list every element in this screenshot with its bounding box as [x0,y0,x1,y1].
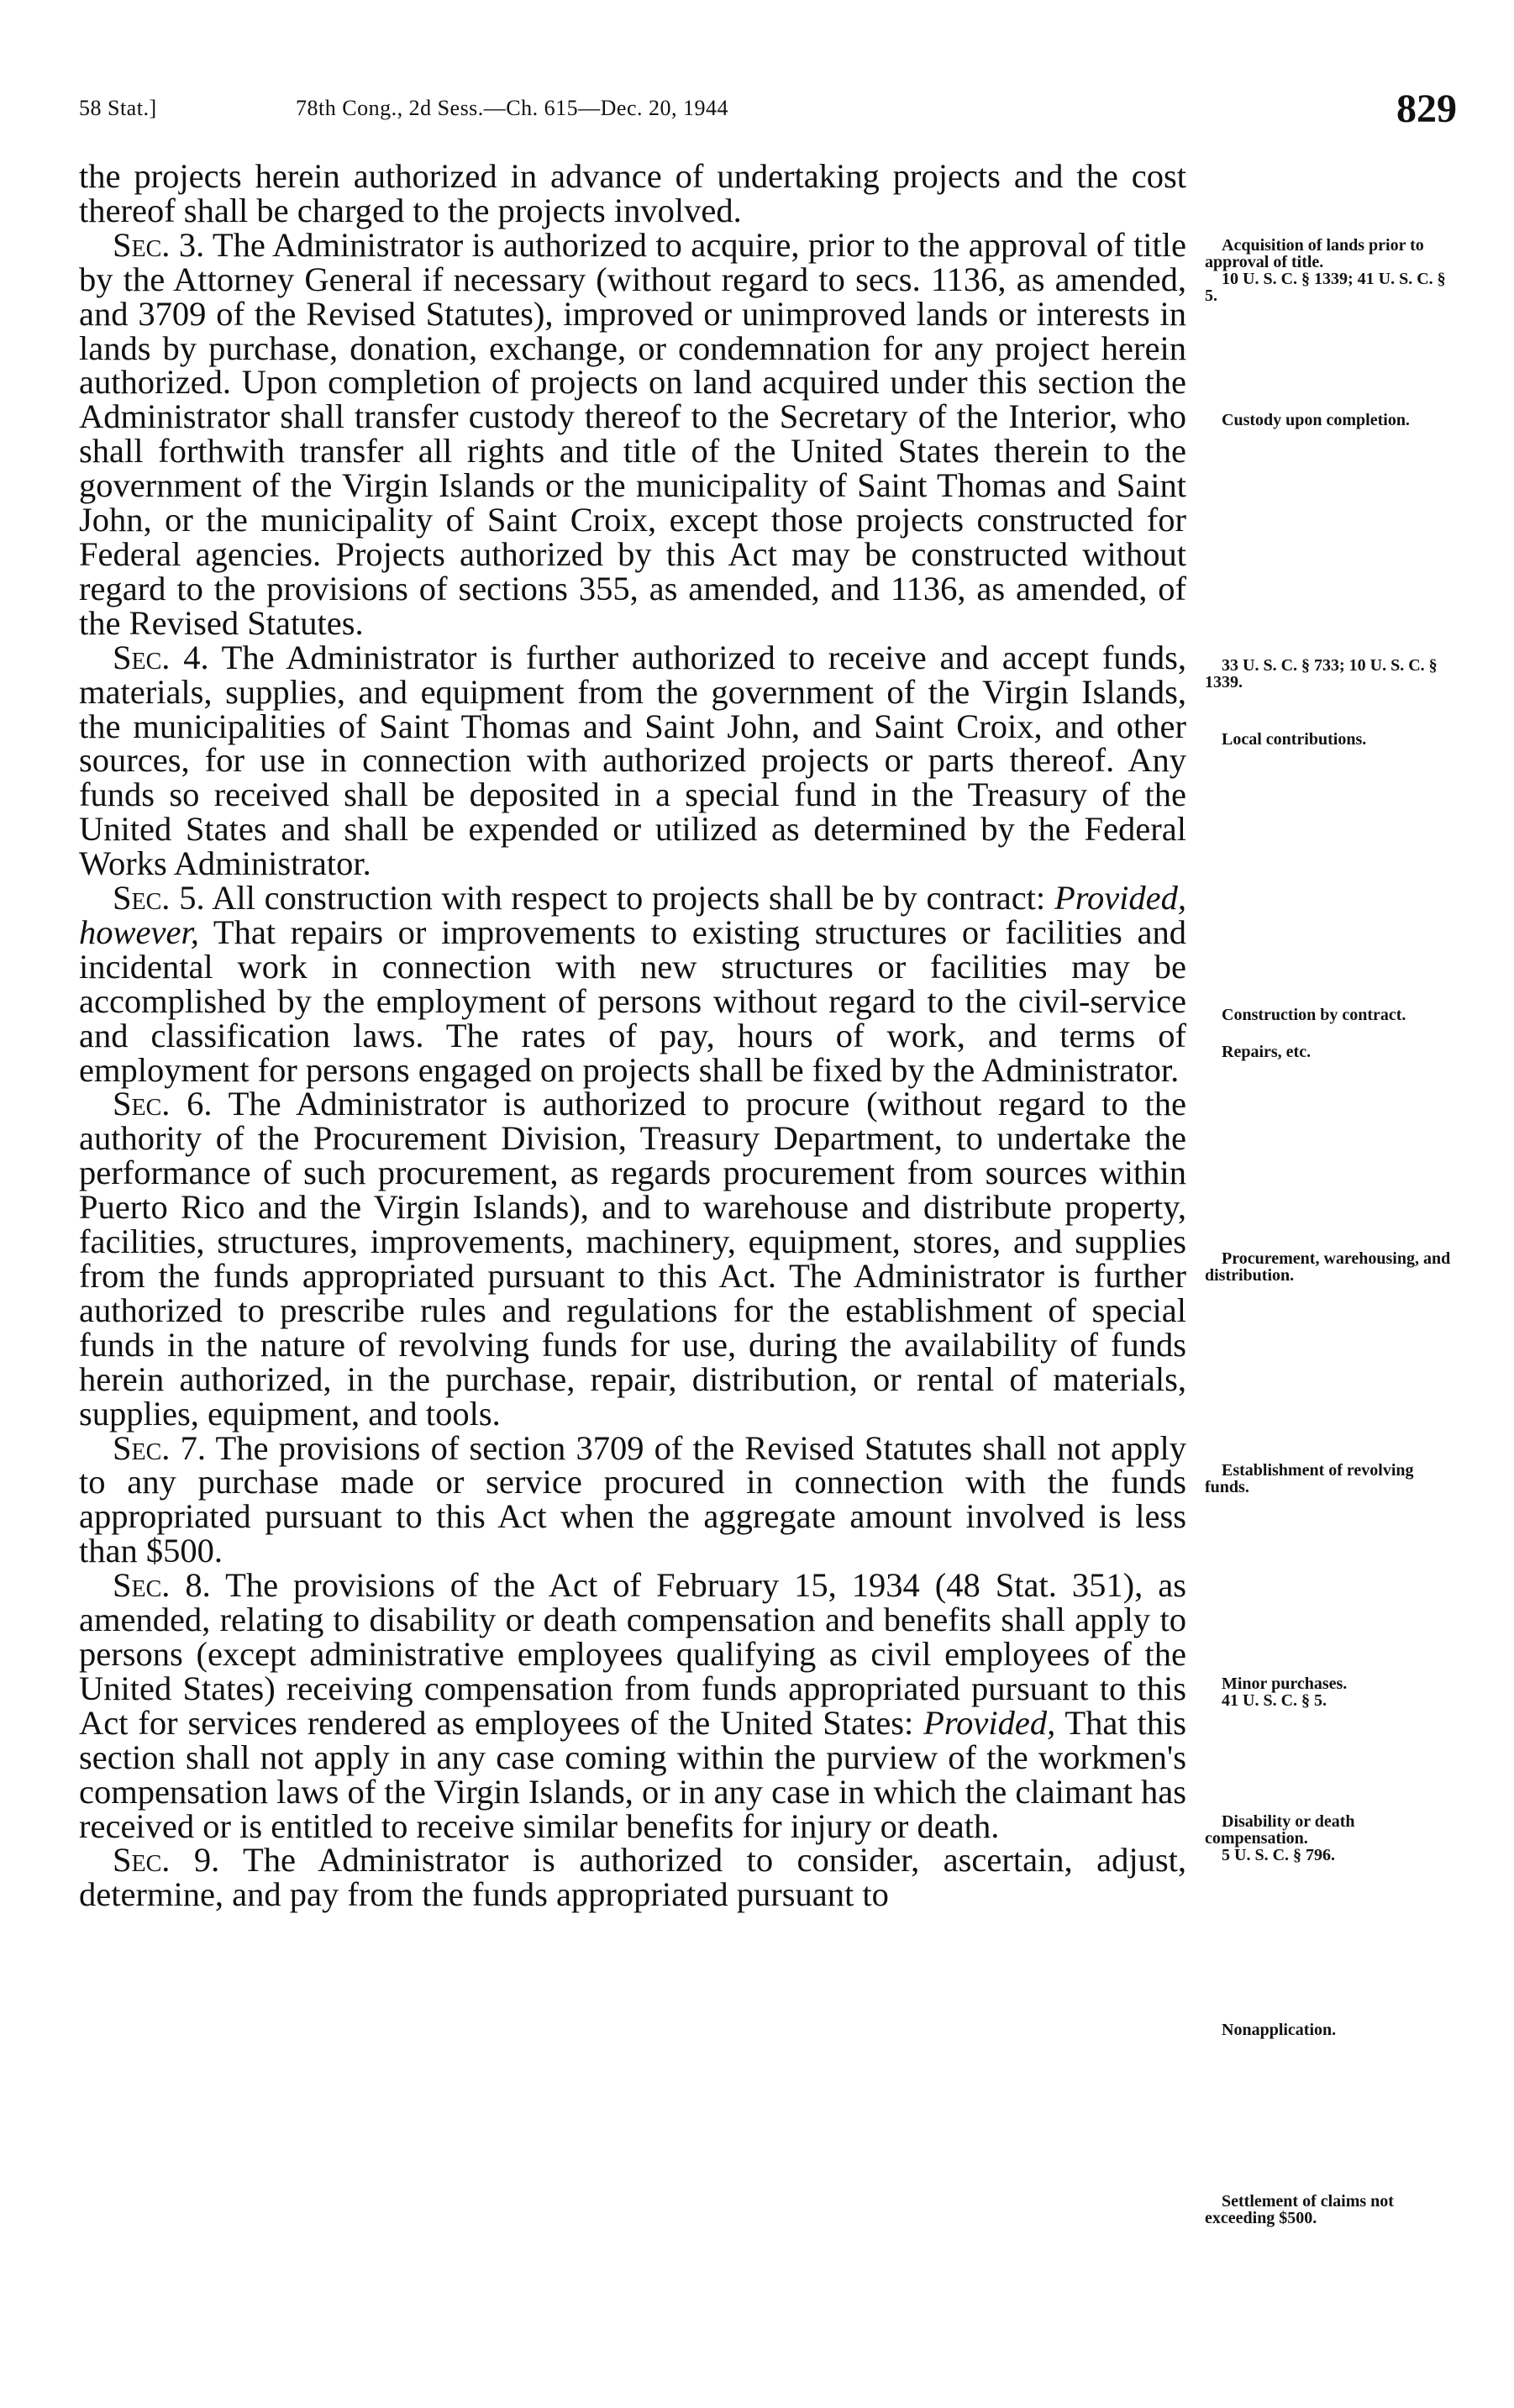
section-label: Sec. 6. [113,1085,213,1123]
section-label: Sec. 3. [113,225,205,264]
margin-note-custody: Custody upon completion. [1222,411,1410,429]
margin-note-nonapplication: Nonapplication. [1222,2021,1337,2039]
margin-note-settlement: Settlement of claims not exceeding $500. [1205,2192,1394,2227]
paragraph-text: The Administrator is authorized to consider, ascertain, adjust, determine, and pay from the funds appropriated pursuant to [79,1841,1186,1914]
paragraph-text: The provisions of section 3709 of the Revised Statutes shall not apply to any purchase made or service procured in connection with the funds appropriated pursuant to this Act when the aggregate amount involved is less than $500. [79,1428,1186,1570]
paragraph-text: the projects herein authorized in advance of undertaking projects and the cost thereof shall be charged to the projects involved. [79,157,1186,229]
paragraph-continued [79,157,1186,229]
proviso-italic: Provided, however, [79,879,1187,951]
margin-note-repairs: Repairs, etc. [1222,1043,1312,1061]
volume-reference: 58 Stat.] [79,96,157,120]
paragraph-text: The Administrator is further authorized to receive and accept funds, materials, supplies, and equipment from the government of the Virgin Islands, the municipalities of Saint Thomas and Saint John, and Saint Croix, and other sources, for use in connection with authorized projects or parts thereof. Any funds so received shall be deposited in a special fund in the Treasury of the United States and shall be expended or utilized as determined by the Federal Works Administrator. [79,638,1186,883]
section-label: Sec. 8. [113,1566,211,1605]
paragraph-text: That this section shall not apply in any case coming within the purview of the workmen's compensation laws of the Virgin Islands, or in any case in which the claimant has received or is entitled to receive similar benefits for injury or death. [79,1703,1187,1845]
margin-note-local-contributions: Local contributions. [1222,730,1367,749]
paragraph-text: That repairs or improvements to existing structures or facilities and incidental work in connection with new structures or facilities may be accomplished by the employment of persons without regard to the civil-service and classification laws. The rates of pay, hours of work, and terms of employment for persons engaged on projects shall be fixed by the Administrator. [79,912,1186,1089]
page-header [79,87,1457,145]
margin-note-construction: Construction by contract. [1222,1006,1406,1024]
section-7 [79,1428,1186,1570]
paragraph-text: The Administrator is authorized to acquire, prior to the approval of title by the Attorney General if necessary (without regard to secs. 1136, as amended, and 3709 of the Revised Statutes), improved or unimproved lands or interests in lands by purchase, donation, exchange, or condemnation for any project herein authorized. Upon completion of projects on land acquired under this section the Administrator shall transfer custody thereof to the Secretary of the Interior, who shall forthwith transfer all rights and title of the United States therein to the government of the Virgin Islands or the municipality of Saint Thomas and Saint John, or the municipality of Saint Croix, except those projects constructed for Federal agencies. Projects authorized by this Act may be constructed without regard to the provisions of sections 355, as amended, and 1136, as amended, of the Revised Statutes. [79,225,1186,642]
statute-text [79,157,1187,1914]
section-label: Sec. 9. [113,1841,220,1880]
paragraph-text: The Administrator is authorized to procure (without regard to the authority of the Procurement Division, Treasury Department, to undertake the performance of such procurement, as regards procurement from sources within Puerto Rico and the Virgin Islands), and to warehouse and distribute property, facilities, structures, improvements, machinery, equipment, stores, and supplies from the funds appropriated pursuant to this Act. The Administrator is further authorized to prescribe rules and regulations for the establishment of special funds in the nature of revolving funds for use, during the availability of funds herein authorized, in the purchase, repair, distribution, or rental of materials, supplies, equipment, and tools. [79,1085,1186,1433]
section-3 [79,225,1186,642]
section-label: Sec. 7. [113,1428,207,1467]
section-9 [79,1843,1186,1912]
section-4 [79,638,1186,883]
section-label: Sec. 4. [113,638,209,676]
margin-note-disability: Disability or death compensation. 5 U. S. C. § 796. [1205,1812,1355,1864]
proviso-italic: Provided, [923,1703,1056,1742]
section-5 [79,881,1186,1087]
paragraph-text: All construction with respect to projects shall be by contract: [212,879,1046,917]
session-citation: 78th Cong., 2d Sess.—Ch. 615—Dec. 20, 1944 [296,96,728,120]
margin-note-citation: 33 U. S. C. § 733; 10 U. S. C. § 1339. [1205,656,1438,691]
section-8 [79,1566,1187,1845]
margin-note-minor-purchases: Minor purchases. 41 U. S. C. § 5. [1222,1675,1348,1710]
paragraph-text: The provisions of the Act of February 15, 1934 (48 Stat. 351), as amended, relating to disability or death compensation and benefits shall apply to persons (except administrative employees qualifying as civil employees of the United States) receiving compensation from funds appropriated pursuant to this Act for services rendered as employees of the United States: [79,1566,1186,1742]
page-number: 829 [1396,87,1457,131]
margin-note-acquisition: Acquisition of lands prior to approval of title. 10 U. S. C. § 1339; 41 U. S. C. § 5. [1205,236,1446,305]
margin-note-procurement: Procurement, warehousing, and distribution. [1205,1249,1451,1285]
section-label: Sec. 5. [113,879,205,917]
margin-note-revolving-funds: Establishment of revolving funds. [1205,1461,1414,1496]
section-6 [79,1087,1186,1431]
